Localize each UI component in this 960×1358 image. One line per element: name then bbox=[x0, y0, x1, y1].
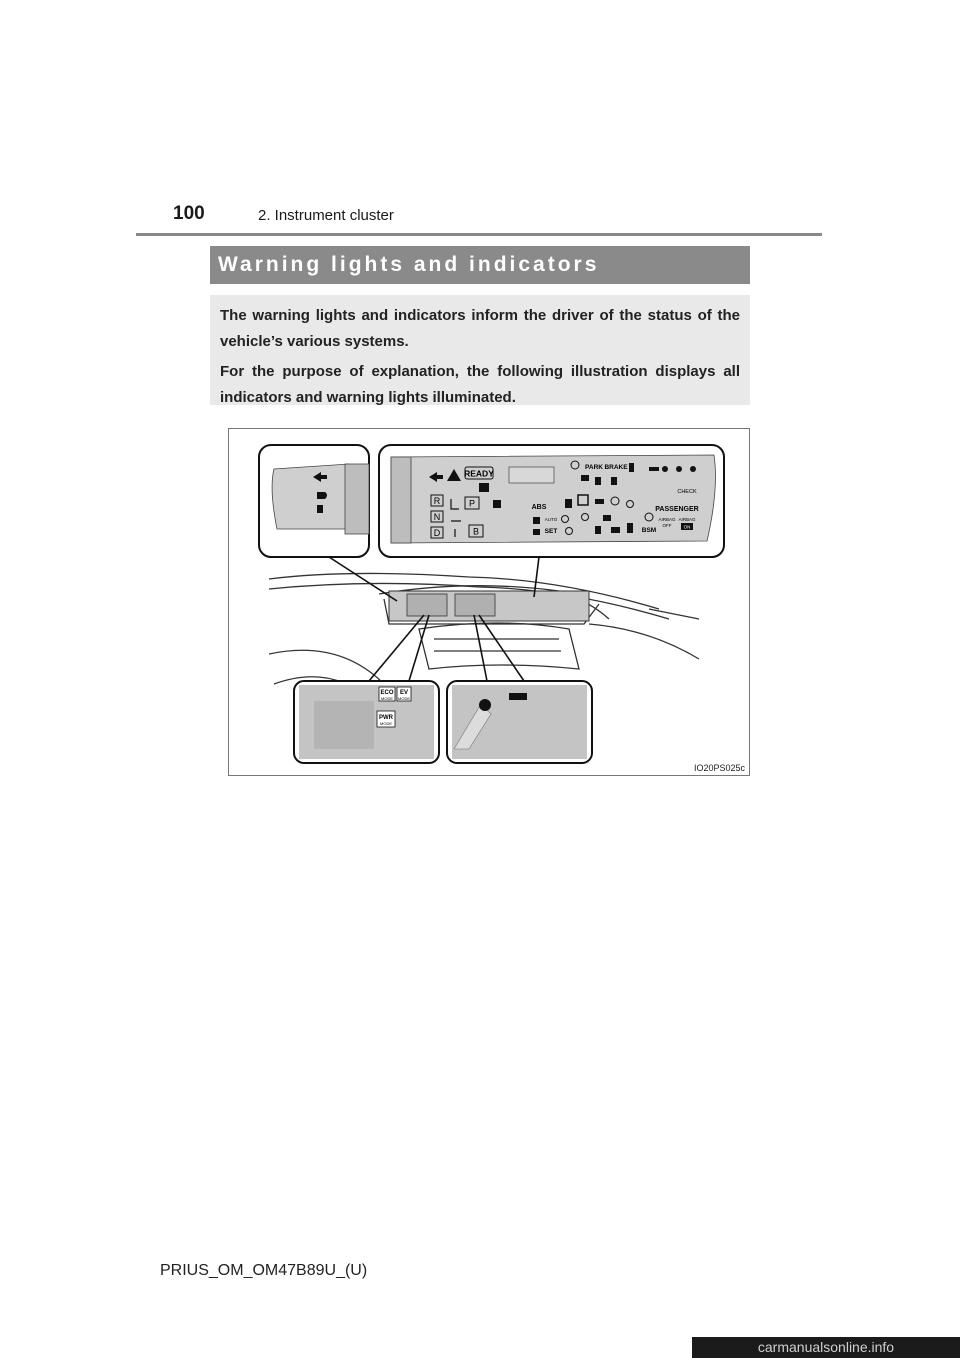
main-gauge-edge bbox=[391, 457, 411, 543]
left-gauge-edge bbox=[345, 464, 369, 534]
cluster-drawing bbox=[229, 429, 749, 775]
airbag-on-label: AIRBAG bbox=[678, 517, 696, 522]
watermark[interactable]: carmanualsonline.info bbox=[692, 1337, 960, 1358]
footer-document-id: PRIUS_OM_OM47B89U_(U) bbox=[160, 1262, 368, 1279]
left-gauge-bg bbox=[272, 464, 349, 529]
eco-panel-shade bbox=[314, 701, 374, 749]
header-rule bbox=[136, 233, 822, 236]
center-readout bbox=[509, 467, 554, 483]
check-label: CHECK bbox=[677, 489, 697, 495]
park-label: PARK bbox=[585, 464, 603, 471]
hud-ev-icon bbox=[479, 699, 491, 711]
instrument-cluster-illustration bbox=[228, 428, 750, 776]
bsm-label: BSM bbox=[641, 527, 657, 534]
brake-label: BRAKE bbox=[604, 464, 628, 471]
page-number: 100 bbox=[173, 203, 205, 224]
ready-label: READY bbox=[464, 468, 494, 479]
eco-label: ECO bbox=[380, 690, 394, 696]
shift-n-label: N bbox=[433, 512, 441, 522]
figure-code: IO20PS025c bbox=[693, 763, 745, 773]
display-block-left bbox=[407, 594, 447, 616]
airbag-on-status: ON bbox=[683, 524, 691, 530]
section-label: 2. Instrument cluster bbox=[258, 207, 394, 224]
abs-label: ABS bbox=[531, 504, 547, 511]
ev-label: EV bbox=[399, 690, 409, 696]
seatbelt-reminder-icon bbox=[493, 500, 501, 508]
display-block-right bbox=[455, 594, 495, 616]
airbag-off-status: OFF bbox=[662, 523, 672, 528]
intro-box bbox=[210, 295, 750, 405]
pwr-label: PWR bbox=[379, 715, 393, 721]
auto-label: AUTO bbox=[544, 517, 558, 522]
set-label: SET bbox=[544, 528, 558, 535]
hud-key-icon bbox=[509, 693, 527, 700]
shift-p-label: P bbox=[468, 498, 476, 509]
shift-b-label: B bbox=[472, 526, 480, 537]
shift-d-label: D bbox=[433, 528, 441, 538]
passenger-label: PASSENGER bbox=[655, 506, 699, 513]
section-title: Warning lights and indicators bbox=[210, 246, 750, 284]
intro-paragraph-2: For the purpose of explanation, the following illustration displays all indicators and warning lights illuminated. bbox=[220, 363, 740, 406]
pwr-mode-label: MODE bbox=[380, 721, 392, 726]
headlight-icon bbox=[317, 492, 327, 499]
intro-paragraph-1: The warning lights and indicators inform the driver of the status of the vehicle’s various systems. bbox=[220, 307, 740, 350]
airbag-off-label: AIRBAG bbox=[658, 517, 676, 522]
security-icon bbox=[479, 483, 489, 492]
eco-mode-label: MODE bbox=[381, 696, 393, 701]
fuel-icon bbox=[317, 505, 323, 513]
shift-r-label: R bbox=[433, 496, 441, 506]
ev-mode-label: MODE bbox=[398, 696, 410, 701]
